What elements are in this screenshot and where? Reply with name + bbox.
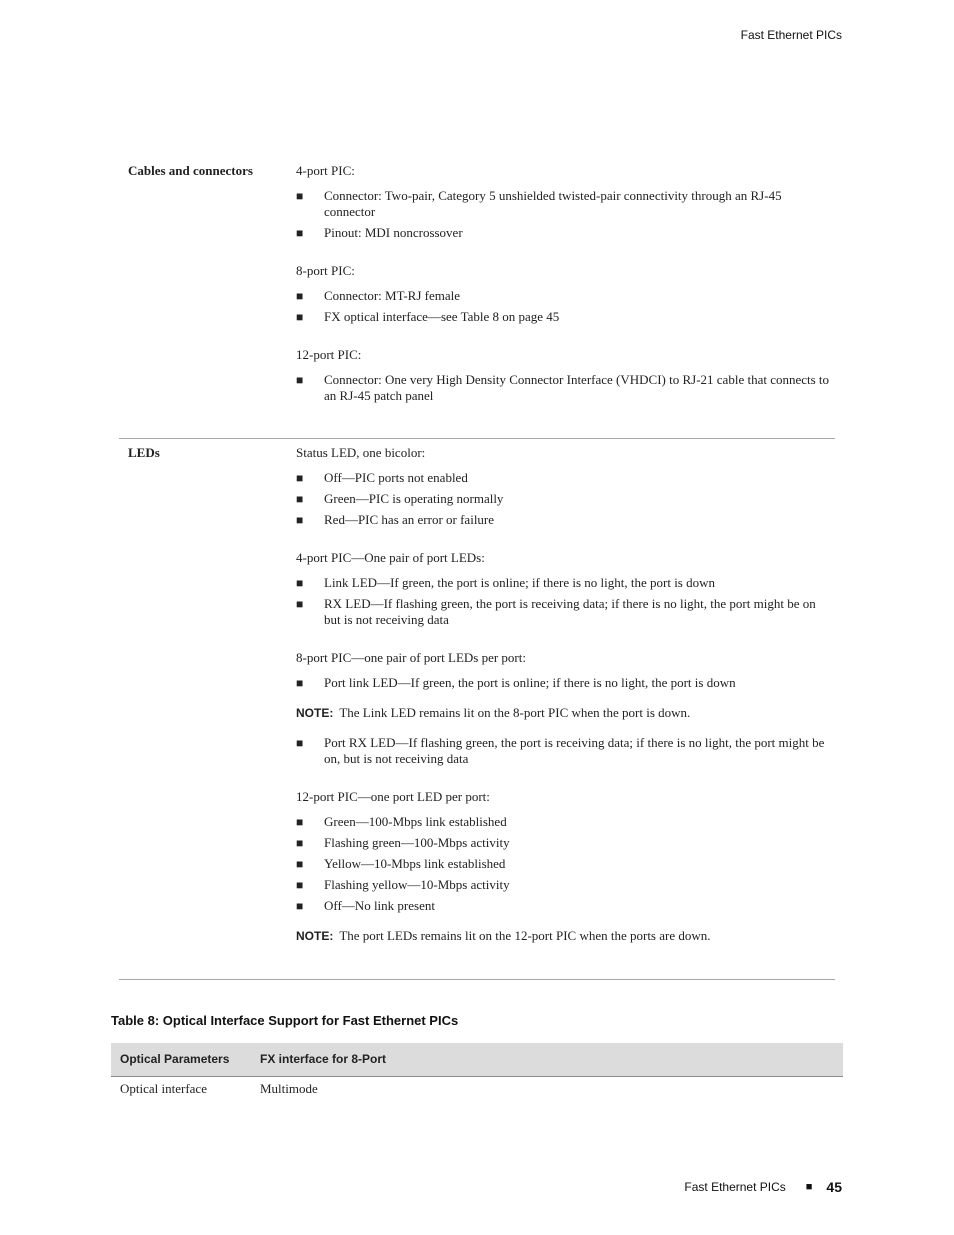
list-item: ■ Connector: One very High Density Connector Interface (VHDCI) to RJ-21 cable that connects to an RJ-45 patch panel bbox=[296, 372, 830, 403]
group-intro: 4-port PIC—One pair of port LEDs: bbox=[296, 550, 485, 565]
square-bullet-icon: ■ bbox=[296, 373, 304, 387]
list-item: ■ Flashing green—100-Mbps activity bbox=[296, 835, 510, 850]
square-bullet-icon: ■ bbox=[296, 492, 304, 506]
specifications-table bbox=[119, 158, 835, 980]
square-bullet-icon: ■ bbox=[296, 576, 304, 590]
group-intro: 8-port PIC: bbox=[296, 263, 355, 278]
square-bullet-icon: ■ bbox=[296, 513, 304, 527]
square-bullet-icon: ■ bbox=[296, 471, 304, 485]
list-item: ■ Connector: MT-RJ female bbox=[296, 288, 460, 303]
spec-label-leds: LEDs bbox=[128, 445, 160, 460]
group-intro: 12-port PIC—one port LED per port: bbox=[296, 789, 490, 804]
table-cell: Multimode bbox=[260, 1080, 318, 1096]
bullet-list bbox=[296, 470, 835, 528]
square-bullet-icon: ■ bbox=[296, 878, 304, 892]
footer-section-title: Fast Ethernet PICs bbox=[684, 1180, 786, 1194]
optical-interface-table bbox=[111, 1043, 843, 1104]
list-item: ■ Red—PIC has an error or failure bbox=[296, 512, 495, 527]
spec-content-cables bbox=[296, 163, 835, 438]
column-header: Optical Parameters bbox=[111, 1043, 251, 1076]
bullet-list bbox=[296, 288, 835, 325]
square-bullet-icon: ■ bbox=[296, 289, 304, 303]
bullet-list bbox=[296, 735, 835, 767]
square-bullet-icon: ■ bbox=[296, 226, 304, 240]
square-bullet-icon: ■ bbox=[296, 189, 304, 203]
list-item: ■ Yellow—10-Mbps link established bbox=[296, 856, 506, 871]
bullet-list bbox=[296, 675, 835, 691]
list-item: ■ Port link LED—If green, the port is online; if there is no light, the port is down bbox=[296, 675, 736, 690]
list-item: ■ Port RX LED—If flashing green, the port is receiving data; if there is no light, the port might be on, but is not receiving data bbox=[296, 735, 825, 766]
square-bullet-icon: ■ bbox=[296, 836, 304, 850]
note-12port: NOTE: The port LEDs remains lit on the 12-port PIC when the ports are down. bbox=[296, 928, 711, 943]
bullet-list bbox=[296, 814, 835, 914]
spec-row-cables bbox=[119, 158, 835, 439]
column-header: FX interface for 8-Port bbox=[251, 1043, 843, 1076]
square-bullet-icon: ■ bbox=[296, 597, 304, 611]
note-8port: NOTE: The Link LED remains lit on the 8-port PIC when the port is down. bbox=[296, 705, 691, 720]
spec-content-leds bbox=[296, 445, 835, 979]
list-item: ■ Pinout: MDI noncrossover bbox=[296, 225, 463, 240]
list-item: ■ Off—PIC ports not enabled bbox=[296, 470, 468, 485]
list-item: ■ Green—PIC is operating normally bbox=[296, 491, 504, 506]
running-header: Fast Ethernet PICs bbox=[740, 28, 842, 42]
group-intro: 4-port PIC: bbox=[296, 163, 355, 178]
table-header-row bbox=[111, 1043, 843, 1076]
list-item: ■ Off—No link present bbox=[296, 898, 435, 913]
list-item: ■ RX LED—If flashing green, the port is receiving data; if there is no light, the port might be on but is not receiving data bbox=[296, 596, 816, 627]
group-intro: 12-port PIC: bbox=[296, 347, 362, 362]
page-number: 45 bbox=[826, 1179, 842, 1195]
group-intro: Status LED, one bicolor: bbox=[296, 445, 426, 460]
bullet-list bbox=[296, 575, 835, 628]
list-item: ■ FX optical interface—see Table 8 on page 45 bbox=[296, 309, 560, 324]
square-separator-icon: ■ bbox=[805, 1181, 813, 1193]
list-item: ■ Green—100-Mbps link established bbox=[296, 814, 507, 829]
bullet-list bbox=[296, 188, 835, 241]
square-bullet-icon: ■ bbox=[296, 676, 304, 690]
table-row bbox=[111, 1076, 843, 1104]
square-bullet-icon: ■ bbox=[296, 310, 304, 324]
spec-row-leds bbox=[119, 439, 835, 980]
table-cell: Optical interface bbox=[120, 1080, 207, 1096]
note-label: NOTE: bbox=[296, 929, 334, 943]
list-item: ■ Link LED—If green, the port is online; if there is no light, the port is down bbox=[296, 575, 716, 590]
list-item: ■ Flashing yellow—10-Mbps activity bbox=[296, 877, 510, 892]
square-bullet-icon: ■ bbox=[296, 736, 304, 750]
bullet-list bbox=[296, 372, 835, 404]
spec-label-cables: Cables and connectors bbox=[128, 163, 253, 178]
page-footer bbox=[684, 1179, 842, 1195]
list-item: ■ Connector: Two-pair, Category 5 unshielded twisted-pair connectivity through an RJ-45 connector bbox=[296, 188, 782, 219]
square-bullet-icon: ■ bbox=[296, 899, 304, 913]
square-bullet-icon: ■ bbox=[296, 857, 304, 871]
table-caption: Table 8: Optical Interface Support for Fast Ethernet PICs bbox=[111, 1013, 459, 1028]
note-label: NOTE: bbox=[296, 706, 334, 720]
square-bullet-icon: ■ bbox=[296, 815, 304, 829]
group-intro: 8-port PIC—one pair of port LEDs per port: bbox=[296, 650, 526, 665]
